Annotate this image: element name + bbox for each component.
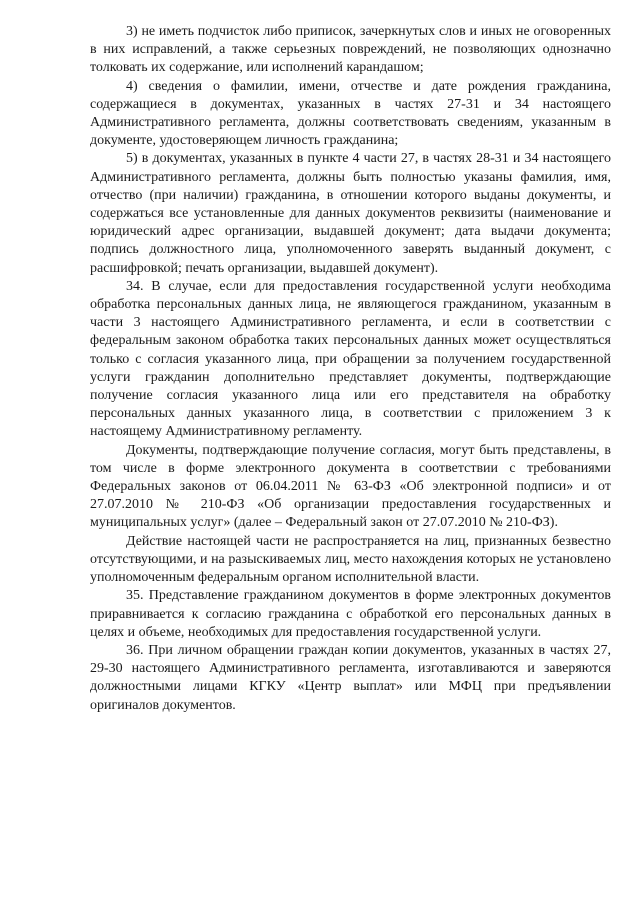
paragraph-exception: Действие настоящей части не распространяется на лиц, признанных безвестно отсутствующими, и на разыскиваемых лиц, место нахождения которых не установлено уполномоченным федеральным органом исполнительной власти. xyxy=(90,533,611,586)
paragraph-item-4: 4) сведения о фамилии, имени, отчестве и дате рождения гражданина, содержащиеся в документах, указанных в частях 27-31 и 34 настоящего Административного регламента, должны соответствовать сведениям, указанным в документе, удостоверяющем личность гражданина; xyxy=(90,78,611,149)
paragraph-section-35: 35. Представление гражданином документов в форме электронных документов приравнивается к согласию гражданина с обработкой его персональных данных в целях и объеме, необходимых для предоставления государственной услуги. xyxy=(90,588,611,640)
paragraph-section-34: 34. В случае, если для предоставления государственной услуги необходима обработка персональных данных лица, не являющегося гражданином, указанным в части 3 настоящего Административного регламента, и если в соответствии с федеральным законом обработка таких персональных данных может осуществляться только с согласия указанного лица, при обращении за получением государственной услуги гражданин дополнительно представляет документы, подтверждающие получение согласия указанного лица или его представителя на обработку персональных данных указанного лица, в соответствии с приложением 3 к настоящему Административному регламенту. xyxy=(90,278,611,440)
document-page xyxy=(90,23,611,715)
paragraph-section-36: 36. При личном обращении граждан копии документов, указанных в частях 27, 29-30 настоящего Административного регламента, изготавливаются и заверяются должностными лицами КГКУ «Центр выплат» или МФЦ при предъявлении оригиналов документов. xyxy=(90,642,611,713)
paragraph-consent-documents: Документы, подтверждающие получение согласия, могут быть представлены, в том числе в форме электронного документа в соответствии с требованиями Федеральных законов от 06.04.2011 № 63-ФЗ «Об электронной подписи» и от 27.07.2010 № 210-ФЗ «Об организации предоставления государственных и муниципальных услуг» (далее – Федеральный закон от 27.07.2010 № 210-ФЗ). xyxy=(90,442,611,531)
paragraph-item-5: 5) в документах, указанных в пункте 4 части 27, в частях 28-31 и 34 настоящего Административного регламента, должны быть полностью указаны фамилия, имя, отчество (при наличии) гражданина, в отношении которого выданы документы, и содержаться все установленные для данных документов реквизиты (наименование и юридический адрес организации, выдавшей документ; дата выдачи документа; подпись должностного лица, уполномоченного заверять выданный документ, с расшифровкой; печать организации, выдавшей документ). xyxy=(90,151,611,276)
paragraph-item-3: 3) не иметь подчисток либо приписок, зачеркнутых слов и иных не оговоренных в них исправлений, а также серьезных повреждений, не позволяющих однозначно толковать их содержание, или исполнений карандашом; xyxy=(90,24,611,76)
